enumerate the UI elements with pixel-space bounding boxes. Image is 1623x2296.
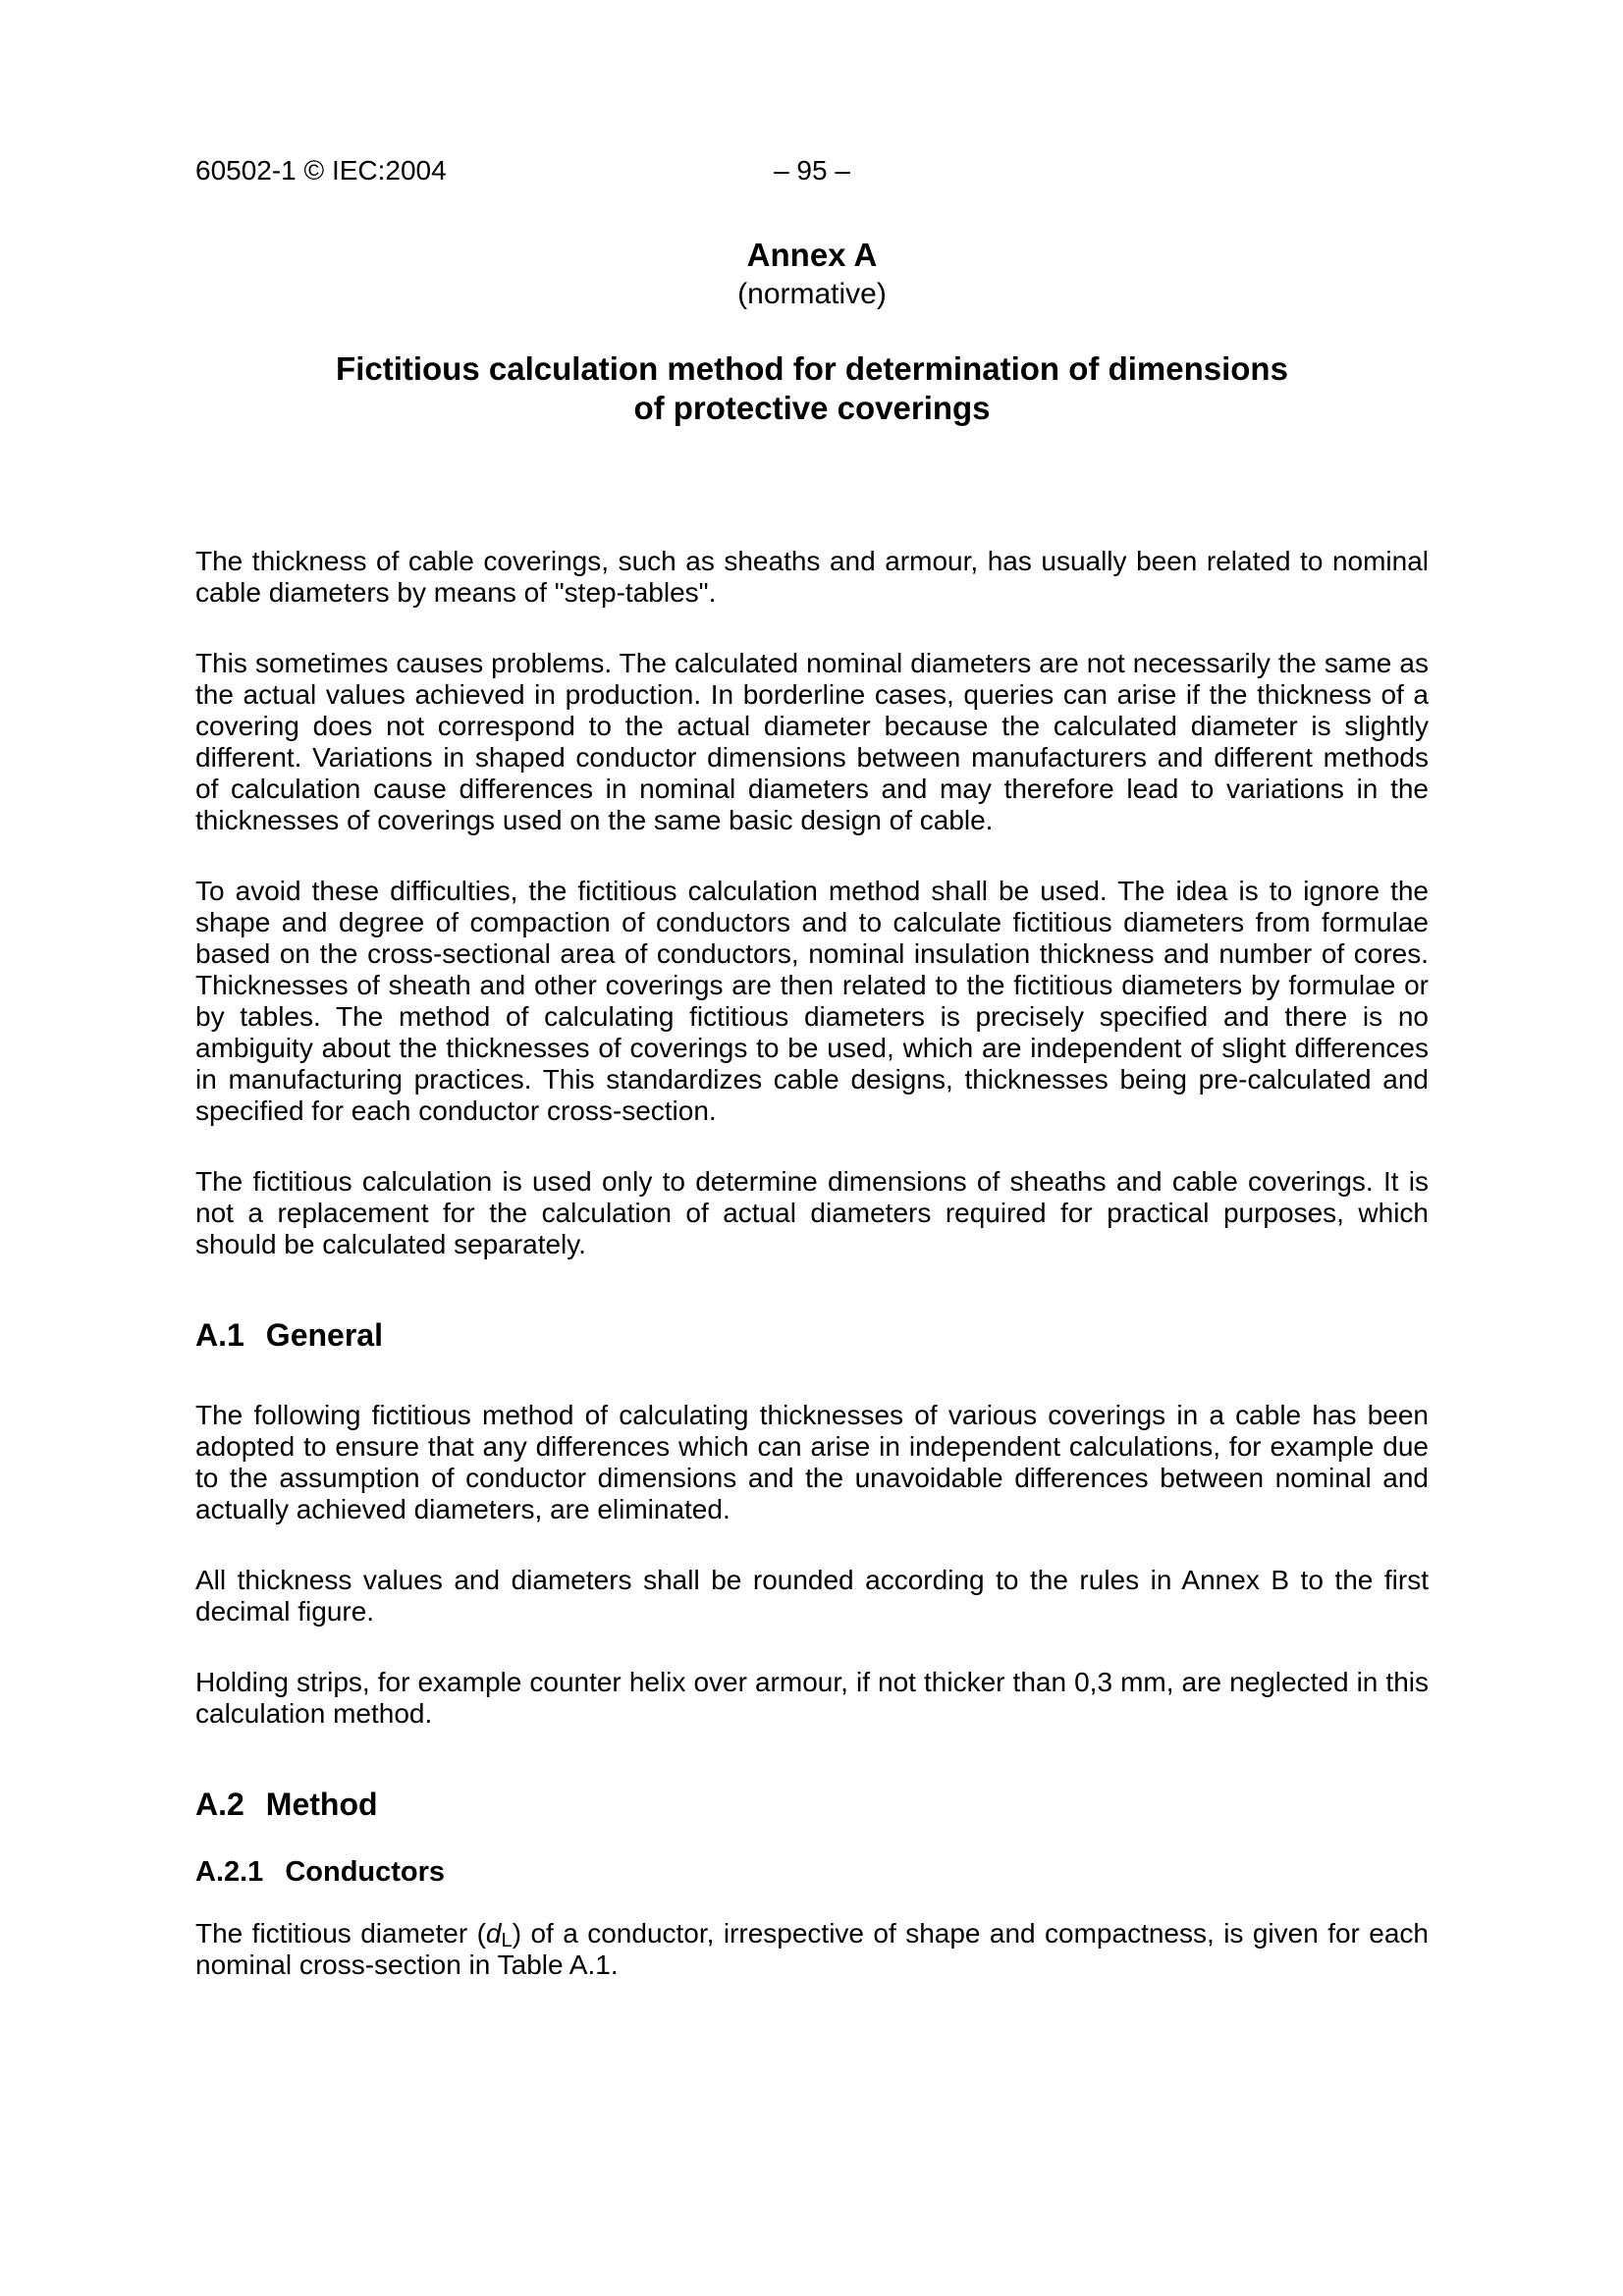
section-a1-paragraph-2: All thickness values and diameters shall be rounded according to the rules in Annex B to the first decimal figure. — [195, 1565, 1429, 1627]
intro-paragraph-2: This sometimes causes problems. The calculated nominal diameters are not necessarily the same as the actual values achieved in production. In borderline cases, queries can arise if the thickness of a covering does not correspond to the actual diameter because the calculated diameter is slightly different. Variations in shaped conductor dimensions between manufacturers and different methods of calculation cause differences in nominal diameters and may therefore lead to variations in the thicknesses of coverings used on the same basic design of cable. — [195, 648, 1429, 835]
annex-document-title-line2: of protective coverings — [633, 390, 991, 426]
page-number: – 95 – — [774, 155, 850, 186]
section-number-a21: A.2.1 — [195, 1856, 264, 1888]
section-a1-paragraph-1: The following fictitious method of calculating thicknesses of various coverings in a cable has been adopted to ensure that any differences which can arise in independent calculations, for example due to the assumption of conductor dimensions and the unavoidable differences between nominal and actually achieved diameters, are eliminated. — [195, 1400, 1429, 1524]
annex-normative-label: (normative) — [737, 278, 887, 310]
section-heading-a1 — [195, 1317, 1429, 1353]
a21-text-before: The fictitious diameter ( — [195, 1918, 486, 1949]
section-title-a1: General — [265, 1317, 383, 1353]
page-content — [195, 0, 1429, 1981]
section-heading-a2 — [195, 1787, 1429, 1822]
annex-document-title — [195, 349, 1429, 428]
document-reference: 60502-1 © IEC:2004 — [195, 155, 447, 186]
diameter-subscript: L — [501, 1930, 513, 1952]
intro-paragraph-1: The thickness of cable coverings, such as sheaths and armour, has usually been related to nominal cable diameters by means of "step-tables". — [195, 546, 1429, 608]
intro-paragraph-3: To avoid these difficulties, the fictitious calculation method shall be used. The idea is to ignore the shape and degree of compaction of conductors and to calculate fictitious diameters from formulae based on the cross-sectional area of conductors, nominal insulation thickness and number of cores. Thicknesses of sheath and other coverings are then related to the fictitious diameters by formulae or by tables. The method of calculating fictitious diameters is precisely specified and there is no ambiguity about the thicknesses of coverings to be used, which are independent of slight differences in manufacturing practices. This standardizes cable designs, thicknesses being pre-calculated and specified for each conductor cross-section. — [195, 876, 1429, 1126]
section-a1-paragraph-3: Holding strips, for example counter helix over armour, if not thicker than 0,3 mm, are neglected in this calculation method. — [195, 1667, 1429, 1729]
section-a21-paragraph-1 — [195, 1918, 1429, 1981]
section-title-a21: Conductors — [285, 1856, 446, 1888]
section-number-a1: A.1 — [195, 1317, 244, 1353]
annex-document-title-line1: Fictitious calculation method for determination of dimensions — [336, 350, 1288, 387]
intro-paragraph-4: The fictitious calculation is used only to determine dimensions of sheaths and cable coverings. It is not a replacement for the calculation of actual diameters required for practical purposes, which should be calculated separately. — [195, 1166, 1429, 1259]
diameter-symbol: d — [485, 1918, 502, 1949]
section-heading-a21 — [195, 1855, 1429, 1889]
page-header — [195, 155, 1429, 187]
a21-text-after: ) of a conductor, irrespective of shape and compactness, is given for each nominal cross-section in Table A.1. — [195, 1918, 1430, 1980]
section-number-a2: A.2 — [195, 1787, 244, 1822]
annex-title: Annex A — [746, 237, 878, 273]
section-title-a2: Method — [265, 1787, 378, 1822]
